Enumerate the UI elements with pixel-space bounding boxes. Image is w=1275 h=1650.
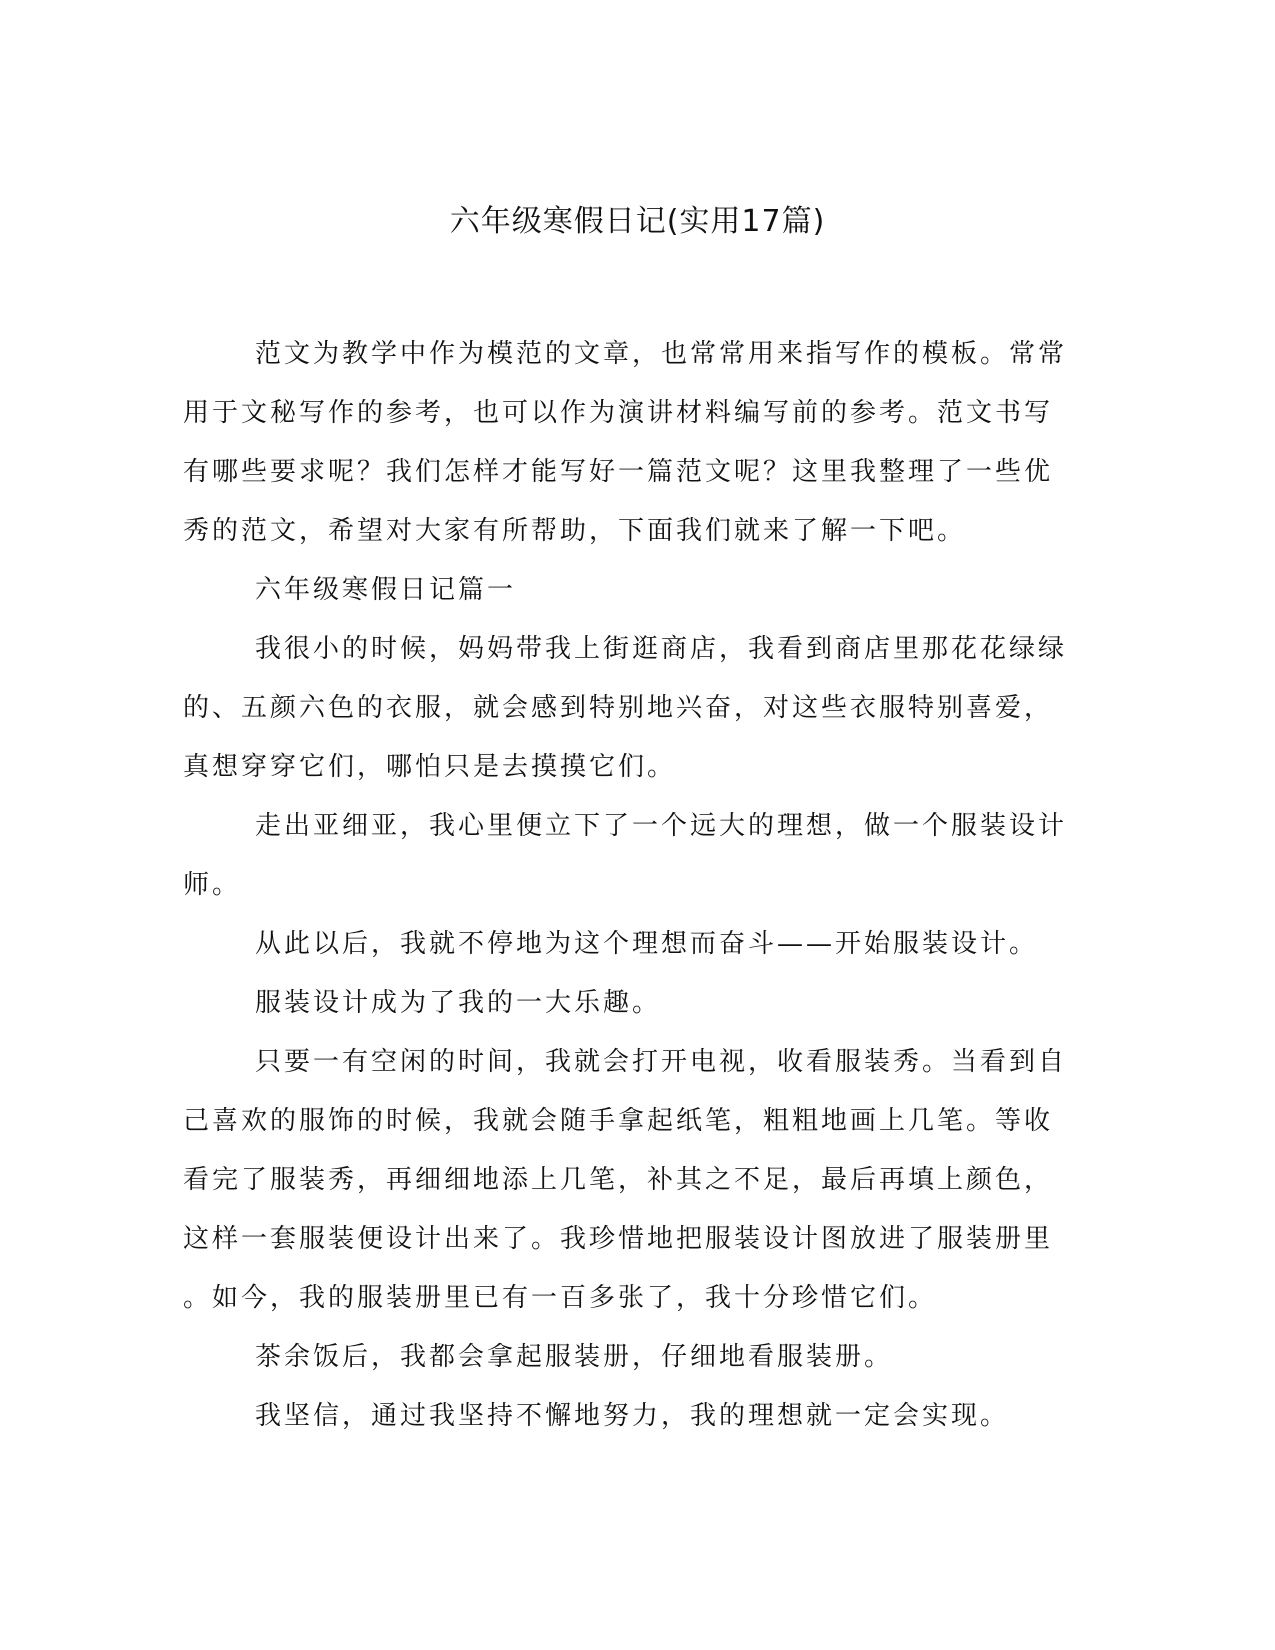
document-body <box>183 325 1068 1446</box>
text-line: 范文为教学中作为模范的文章，也常常用来指写作的模板。常常 <box>255 339 1068 369</box>
text-line: 用于文秘写作的参考，也可以作为演讲材料编写前的参考。范文书写 <box>183 398 1054 428</box>
text-line: 师。 <box>183 870 242 900</box>
text-line: 。如今，我的服装册里已有一百多张了，我十分珍惜它们。 <box>183 1283 938 1313</box>
text-line: 看完了服装秀，再细细地添上几笔，补其之不足，最后再填上颜色， <box>183 1165 1054 1195</box>
text-line: 我很小的时候，妈妈带我上街逛商店，我看到商店里那花花绿绿 <box>255 634 1068 664</box>
document-title: 六年级寒假日记(实用17篇) <box>449 204 826 239</box>
text-line: 我坚信，通过我坚持不懈地努力，我的理想就一定会实现。 <box>255 1401 1010 1431</box>
text-line: 服装设计成为了我的一大乐趣。 <box>255 988 662 1018</box>
text-line: 真想穿穿它们，哪怕只是去摸摸它们。 <box>183 752 677 782</box>
text-line: 走出亚细亚，我心里便立下了一个远大的理想，做一个服装设计 <box>255 811 1068 841</box>
text-line: 有哪些要求呢？我们怎样才能写好一篇范文呢？这里我整理了一些优 <box>183 457 1054 487</box>
text-line: 茶余饭后，我都会拿起服装册，仔细地看服装册。 <box>255 1342 894 1372</box>
text-line: 从此以后，我就不停地为这个理想而奋斗——开始服装设计。 <box>255 929 1039 959</box>
text-line: 秀的范文，希望对大家有所帮助，下面我们就来了解一下吧。 <box>183 516 967 546</box>
text-line: 只要一有空闲的时间，我就会打开电视，收看服装秀。当看到自 <box>255 1047 1068 1077</box>
text-line: 这样一套服装便设计出来了。我珍惜地把服装设计图放进了服装册里 <box>183 1224 1054 1254</box>
text-line: 己喜欢的服饰的时候，我就会随手拿起纸笔，粗粗地画上几笔。等收 <box>183 1106 1054 1136</box>
section-heading: 六年级寒假日记篇一 <box>255 575 517 605</box>
text-line: 的、五颜六色的衣服，就会感到特别地兴奋，对这些衣服特别喜爱， <box>183 693 1054 723</box>
